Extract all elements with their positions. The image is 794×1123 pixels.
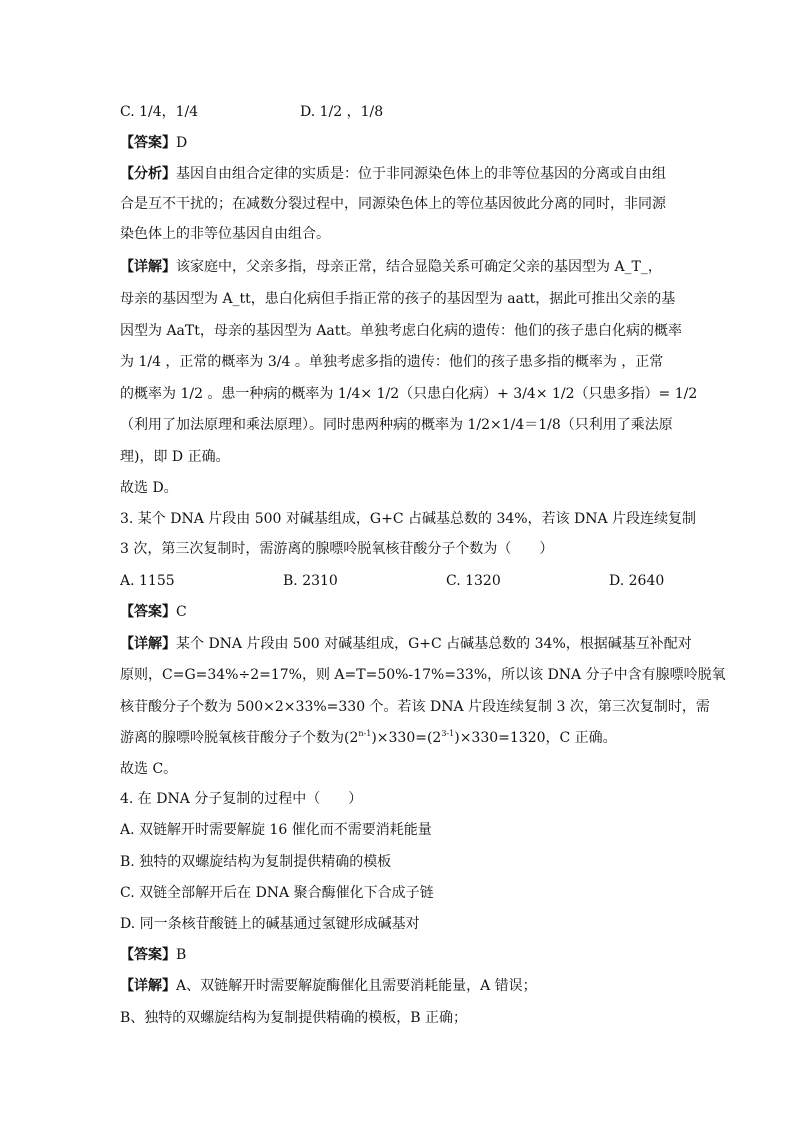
option-d: D. 2640 — [609, 573, 665, 589]
detail-line-5: 的概率为 1/2 。患一种病的概率为 1/4× 1/2（只患白化病）+ 3/4× 1/2（只患多指）= 1/2 — [120, 386, 698, 402]
detail-line-6: （利用了加法原理和乘法原理）。同时患两种病的概率为 1/2×1/4＝1/8（只利用了乘法原 — [120, 417, 673, 433]
conclusion-line: 故选 C。 — [120, 761, 178, 777]
detail-line-3: 核苷酸分子个数为 500×2×33%=330 个。若该 DNA 片段连续复制 3 次，第三次复制时，需 — [120, 699, 710, 715]
question-4-stem: 4. 在 DNA 分子复制的过程中（ ） — [120, 791, 363, 807]
answer-tag: 【答案】 — [120, 135, 176, 151]
detail-text: 某个 DNA 片段由 500 对碱基组成，G+C 占碱基总数的 34%，根据碱基互补配对 — [176, 636, 692, 652]
option-a: A. 双链解开时需要解旋 16 催化而不需要消耗能量 — [120, 822, 432, 838]
question-3-stem-2: 3 次，第三次复制时，需游离的腺嘌呤脱氧核苷酸分子个数为（ ） — [120, 541, 554, 557]
detail-line-7: 理)，即 D 正确。 — [120, 449, 230, 465]
answer-line — [120, 603, 187, 621]
analysis-line-3: 染色体上的非等位基因自由组合。 — [120, 226, 330, 242]
exponent-1: n-1 — [358, 729, 372, 738]
detail-text: A、双链解开时需要解旋酶催化且需要消耗能量，A 错误； — [176, 978, 537, 994]
detail-line-4 — [120, 729, 617, 747]
formula-part-b: )×330=(2 — [371, 730, 442, 746]
formula-part-a: 游离的腺嘌呤脱氧核苷酸分子个数为(2 — [120, 730, 359, 746]
answer-line — [120, 134, 187, 152]
analysis-text: 基因自由组合定律的实质是：位于非同源染色体上的非等位基因的分离或自由组 — [176, 166, 666, 182]
option-c: C. 1320 — [446, 573, 501, 589]
answer-value: C — [176, 604, 187, 620]
option-d: D. 1/2 ，1/8 — [300, 104, 384, 120]
conclusion-line: 故选 D。 — [120, 480, 178, 496]
detail-line-2: 原则，C=G=34%÷2=17%，则 A=T=50%-17%=33%，所以该 DNA 分子中含有腺嘌呤脱氧 — [120, 667, 726, 683]
detail-tag: 【详解】 — [120, 978, 176, 994]
detail-tag: 【详解】 — [120, 259, 176, 275]
detail-line-2: 母亲的基因型为 A_tt，患白化病但手指正常的孩子的基因型为 aatt，据此可推出父亲的基 — [120, 291, 676, 307]
answer-value: B — [176, 947, 187, 963]
detail-line-2: B、独特的双螺旋结构为复制提供精确的模板，B 正确； — [120, 1010, 468, 1026]
option-b: B. 2310 — [283, 573, 338, 589]
exponent-2: 3-1 — [441, 729, 455, 738]
analysis-tag: 【分析】 — [120, 166, 176, 182]
detail-tag: 【详解】 — [120, 636, 176, 652]
answer-tag: 【答案】 — [120, 947, 176, 963]
detail-line-3: 因型为 AaTt，母亲的基因型为 Aatt。单独考虑白化病的遗传：他们的孩子患白化病的概率 — [120, 323, 683, 339]
option-b: B. 独特的双螺旋结构为复制提供精确的模板 — [120, 854, 392, 870]
analysis-line-1 — [120, 165, 666, 183]
option-a: A. 1155 — [120, 573, 175, 589]
answer-tag: 【答案】 — [120, 604, 176, 620]
detail-line-1 — [120, 258, 662, 276]
detail-text: 该家庭中，父亲多指，母亲正常，结合显隐关系可确定父亲的基因型为 A_T_， — [176, 259, 662, 275]
answer-value: D — [176, 135, 188, 151]
question-3-stem-1: 3. 某个 DNA 片段由 500 对碱基组成，G+C 占碱基总数的 34%，若该 DNA 片段连续复制 — [120, 511, 697, 527]
option-d: D. 同一条核苷酸链上的碱基通过氢键形成碱基对 — [120, 916, 420, 932]
option-c: C. 1/4，1/4 — [120, 104, 199, 120]
analysis-line-2: 合是互不干扰的；在减数分裂过程中，同源染色体上的等位基因彼此分离的同时，非同源 — [120, 196, 666, 212]
detail-line-1 — [120, 635, 692, 653]
detail-line-1 — [120, 977, 537, 995]
option-c: C. 双链全部解开后在 DNA 聚合酶催化下合成子链 — [120, 885, 434, 901]
detail-line-4: 为 1/4 ，正常的概率为 3/4 。单独考虑多指的遗传：他们的孩子患多指的概率为 ，正常 — [120, 354, 664, 370]
answer-line — [120, 946, 186, 964]
formula-part-c: )×330=1320，C 正确。 — [454, 730, 617, 746]
